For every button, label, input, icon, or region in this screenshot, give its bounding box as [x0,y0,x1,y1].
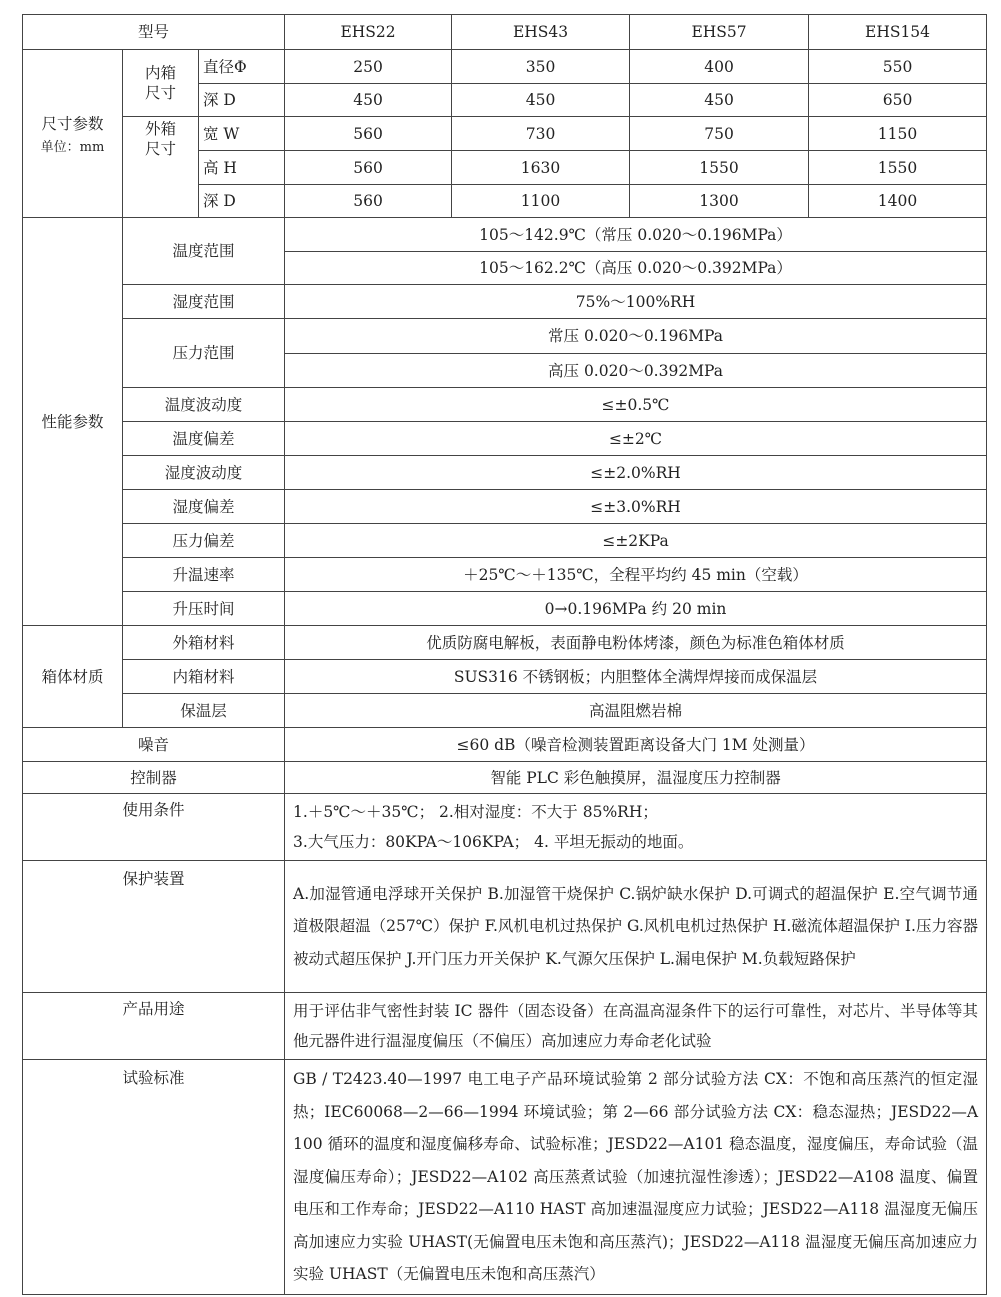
param-label: 湿度波动度 [123,456,285,490]
value-cell: 105～162.2℃（高压 0.020～0.392MPa） [285,252,987,285]
value-cell: ≤±0.5℃ [285,388,987,422]
usage-text: 用于评估非气密性封装 IC 器件（固态设备）在高温高湿条件下的运行可靠性，对芯片、半导体等其他元器件进行温湿度偏压（不偏压）高加速应力寿命老化试验 [285,993,987,1060]
value-cell: 75%～100%RH [285,285,987,319]
table-row [23,592,987,626]
param-label: 高 H [199,151,285,185]
value-cell: 400 [630,50,809,84]
value-cell: ≤±3.0%RH [285,490,987,524]
material-group-label: 箱体材质 [23,626,123,728]
value-cell: 1300 [630,185,809,218]
value-cell: 1550 [630,151,809,185]
conditions-line: 3.大气压力：80KPA～106KPA； 4. 平坦无振动的地面。 [293,833,694,851]
param-label: 使用条件 [23,794,285,861]
value-cell: 560 [285,151,452,185]
protection-text: A.加湿管通电浮球开关保护 B.加湿管干烧保护 C.锅炉缺水保护 D.可调式的超温保护 E.空气调节通道极限超温（257℃）保护 F.风机电机过热保护 G.风机电机过热保护 H.磁流体超温保护 I.压力容器被动式超压保护 J.开门压力开关保护 K.气源欠压保护 L.漏电保护 M.负载短路保护 [285,861,987,993]
param-label: 升压时间 [123,592,285,626]
value-cell: ≤±2KPa [285,524,987,558]
table-row [23,117,987,151]
value-cell: 560 [285,117,452,151]
table-row [23,456,987,490]
param-label: 宽 W [199,117,285,151]
performance-group-label: 性能参数 [23,218,123,626]
value-cell: 730 [452,117,630,151]
value-cell: 450 [285,84,452,117]
table-row [23,50,987,84]
model-cell: EHS57 [630,15,809,50]
inner-box-label [123,50,199,117]
value-cell: 750 [630,117,809,151]
value-cell: 450 [630,84,809,117]
model-cell: EHS22 [285,15,452,50]
table-row [23,218,987,252]
param-label: 温度范围 [123,218,285,285]
param-label: 升温速率 [123,558,285,592]
outer-box-label-line2: 尺寸 [144,140,176,158]
value-cell: 550 [809,50,987,84]
table-row [23,694,987,728]
value-cell: 常压 0.020～0.196MPa [285,319,987,354]
param-label: 内箱材料 [123,660,285,694]
conditions-line: 1.＋5℃～＋35℃； 2.相对湿度：不大于 85%RH； [293,803,658,821]
size-group-title: 尺寸参数 [41,114,104,133]
table-row [23,861,987,993]
table-row [23,319,987,354]
table-row [23,762,987,794]
table-row [23,490,987,524]
table-row [23,558,987,592]
size-group-label [23,50,123,218]
param-label: 控制器 [23,762,285,794]
table-row [23,422,987,456]
value-cell: 105～142.9℃（常压 0.020～0.196MPa） [285,218,987,252]
param-label: 噪音 [23,728,285,762]
param-label: 保温层 [123,694,285,728]
spec-sheet [22,14,986,1295]
table-row [23,285,987,319]
value-cell: 650 [809,84,987,117]
value-cell: 1550 [809,151,987,185]
table-row [23,626,987,660]
value-cell: 0→0.196MPa 约 20 min [285,592,987,626]
value-cell: SUS316 不锈钢板；内胆整体全满焊焊接而成保温层 [285,660,987,694]
inner-box-label-line2: 尺寸 [144,84,176,102]
param-label: 湿度偏差 [123,490,285,524]
header-row [23,15,987,50]
value-cell: 优质防腐电解板，表面静电粉体烤漆，颜色为标准色箱体材质 [285,626,987,660]
param-label: 外箱材料 [123,626,285,660]
param-label: 直径Φ [199,50,285,84]
spec-table [22,14,987,1295]
size-unit: 单位：mm [40,139,105,155]
value-cell: 1100 [452,185,630,218]
table-row [23,524,987,558]
param-label: 深 D [199,84,285,117]
table-row [23,1060,987,1295]
param-label: 压力偏差 [123,524,285,558]
table-row [23,993,987,1060]
param-label: 温度偏差 [123,422,285,456]
param-label: 产品用途 [23,993,285,1060]
value-cell: 450 [452,84,630,117]
model-cell: EHS154 [809,15,987,50]
standards-text: GB / T2423.40—1997 电工电子产品环境试验第 2 部分试验方法 CX：不饱和高压蒸汽的恒定湿热；IEC60068—2—66—1994 环境试验；第 2—66 部分试验方法 CX：稳态湿热；JESD22—A100 循环的温度和湿度偏移寿命、试验标准；JESD22—A101 稳态温度，湿度偏压，寿命试验（温湿度偏压寿命）；JESD22—A102 高压蒸煮试验（加速抗湿性渗透）；JESD22—A108 温度、偏置电压和工作寿命；JESD22—A110 HAST 高加速温湿度应力试验；JESD22—A118 温湿度无偏压高加速应力实验 UHAST(无偏置电压未饱和高压蒸汽)；JESD22—A118 温湿度无偏压高加速应力实验 UHAST（无偏置电压未饱和高压蒸汽） [285,1060,987,1295]
table-row [23,728,987,762]
param-label: 压力范围 [123,319,285,388]
value-cell: ≤±2℃ [285,422,987,456]
value-cell: ≤60 dB（噪音检测装置距离设备大门 1M 处测量） [285,728,987,762]
value-cell: 1150 [809,117,987,151]
outer-box-label [123,117,199,218]
model-label: 型号 [23,15,285,50]
table-row [23,388,987,422]
conditions-cell [285,794,987,861]
inner-box-label-line1: 内箱 [144,64,176,82]
param-label: 温度波动度 [123,388,285,422]
value-cell: 250 [285,50,452,84]
value-cell: 高压 0.020～0.392MPa [285,354,987,388]
value-cell: 350 [452,50,630,84]
table-row [23,660,987,694]
param-label: 深 D [199,185,285,218]
value-cell: 560 [285,185,452,218]
model-cell: EHS43 [452,15,630,50]
param-label: 保护装置 [23,861,285,993]
outer-box-label-line1: 外箱 [144,120,176,138]
value-cell: 1400 [809,185,987,218]
value-cell: 1630 [452,151,630,185]
value-cell: 高温阻燃岩棉 [285,694,987,728]
table-row [23,794,987,861]
param-label: 试验标准 [23,1060,285,1295]
param-label: 湿度范围 [123,285,285,319]
value-cell: 智能 PLC 彩色触摸屏，温湿度压力控制器 [285,762,987,794]
value-cell: ＋25℃～＋135℃，全程平均约 45 min（空载） [285,558,987,592]
value-cell: ≤±2.0%RH [285,456,987,490]
